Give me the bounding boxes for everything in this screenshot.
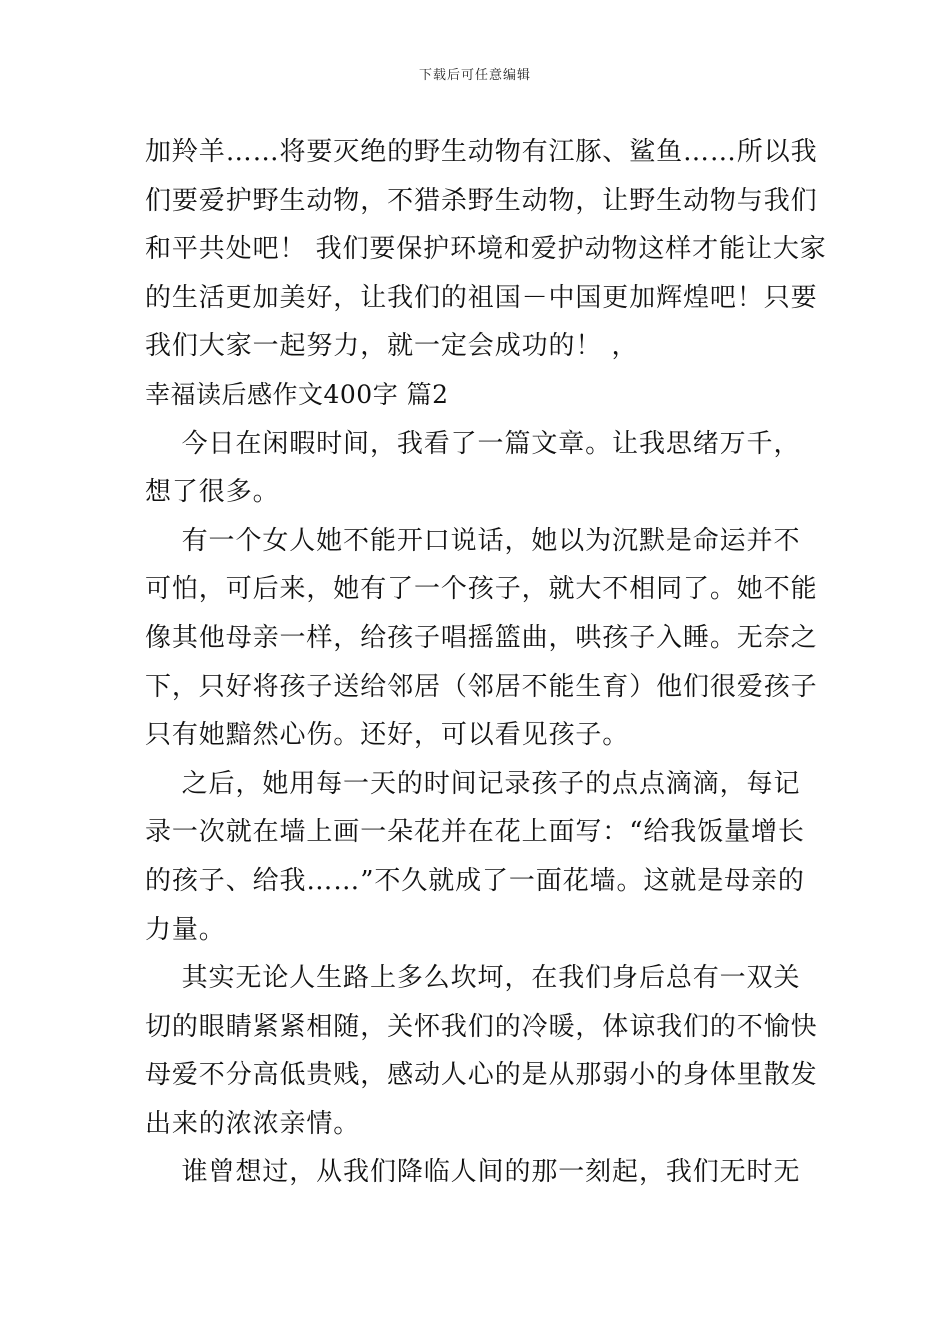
text-line: 其实无论人生路上多么坎坷，在我们身后总有一双关 — [145, 963, 801, 994]
text-line: 之后，她用每一天的时间记录孩子的点点滴滴，每记 — [145, 768, 801, 799]
text-line: 今日在闲暇时间，我看了一篇文章。让我思绪万千， — [145, 428, 801, 459]
text-line: 我们大家一起努力，就一定会成功的！ ， — [145, 331, 639, 362]
section-heading: 幸福读后感作文400字 篇2 — [145, 379, 449, 409]
text-line: 的生活更加美好，让我们的祖国－中国更加辉煌吧！只要 — [145, 282, 818, 313]
text-line: 有一个女人她不能开口说话，她以为沉默是命运并不 — [145, 525, 801, 556]
page-header: 下载后可任意编辑 — [418, 68, 531, 83]
text-line: 出来的浓浓亲情。 — [145, 1108, 361, 1139]
text-line: 只有她黯然心伤。还好，可以看见孩子。 — [145, 720, 630, 751]
text-line: 和平共处吧！ 我们要保护环境和爱护动物这样才能让大家 — [145, 234, 827, 265]
text-line: 切的眼睛紧紧相随，关怀我们的冷暖，体谅我们的不愉快 — [145, 1011, 818, 1042]
text-line: 们要爱护野生动物，不猎杀野生动物，让野生动物与我们 — [145, 185, 818, 216]
text-line: 想了很多。 — [145, 477, 280, 508]
text-line: 加羚羊……将要灭绝的野生动物有江豚、鲨鱼……所以我 — [145, 137, 818, 167]
text-line: 可怕，可后来，她有了一个孩子，就大不相同了。她不能 — [145, 574, 818, 605]
text-line: 母爱不分高低贵贱，感动人心的是从那弱小的身体里散发 — [145, 1060, 818, 1091]
document-body — [145, 128, 827, 1197]
text-line: 录一次就在墙上画一朵花并在花上面写：“给我饭量增长 — [145, 817, 805, 848]
text-line: 力量。 — [145, 914, 226, 945]
text-line: 的孩子、给我……”不久就成了一面花墙。这就是母亲的 — [145, 865, 805, 896]
text-line: 下，只好将孩子送给邻居（邻居不能生育）他们很爱孩子 — [145, 671, 818, 702]
text-line: 谁曾想过，从我们降临人间的那一刻起，我们无时无 — [145, 1157, 801, 1188]
text-line: 像其他母亲一样，给孩子唱摇篮曲，哄孩子入睡。无奈之 — [145, 622, 818, 653]
